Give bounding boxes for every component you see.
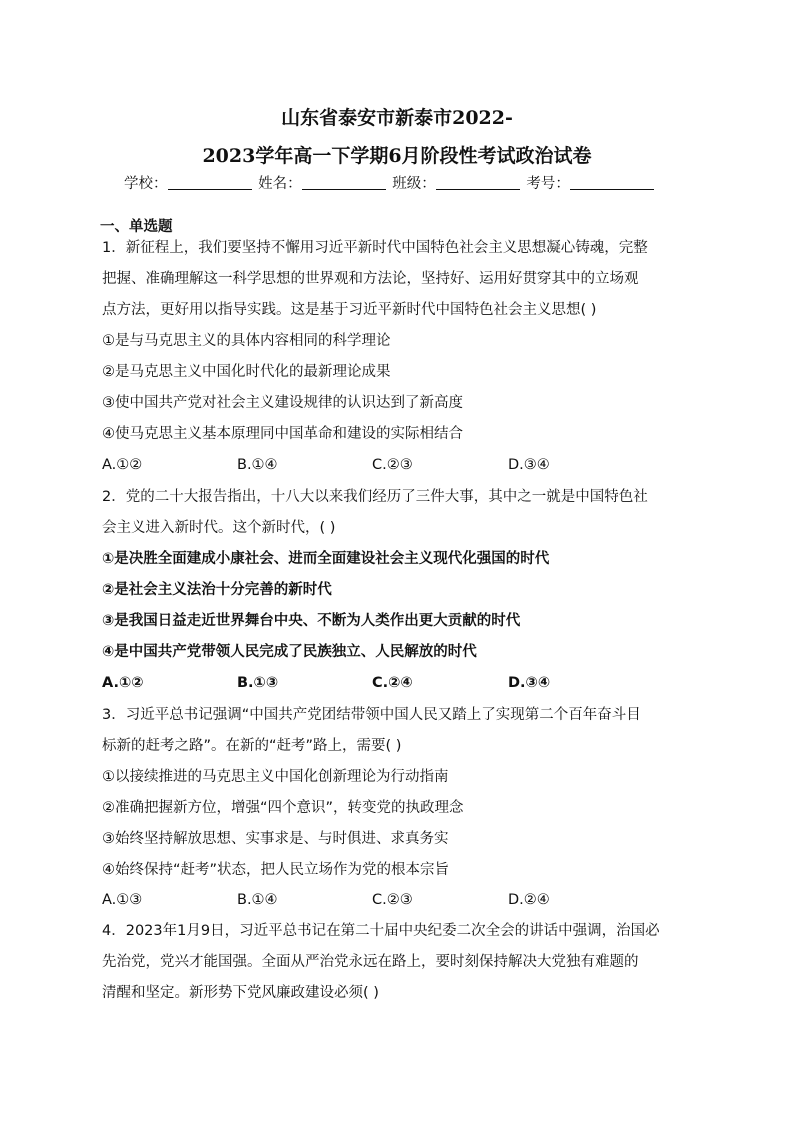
statement-item: ②是社会主义法治十分完善的新时代	[102, 582, 332, 598]
statement-item: ④使马克思主义基本原理同中国革命和建设的实际相结合	[102, 426, 463, 442]
question-3	[102, 700, 702, 886]
school-label: 学校：	[124, 176, 168, 192]
question-text-line: 清醒和坚定。新形势下党风廉政建设必须( )	[102, 985, 379, 1001]
question-text-line: 1．新征程上，我们要坚持不懈用习近平新时代中国特色社会主义思想凝心铸魂，完整	[102, 240, 648, 256]
option-b[interactable]: B.①④	[237, 457, 278, 473]
option-a[interactable]: A.①③	[102, 892, 143, 908]
statement-item: ④是中国共产党带领人民完成了民族独立、人民解放的时代	[102, 644, 477, 660]
option-d[interactable]: D.③④	[508, 675, 551, 691]
section-heading: 一、单选题	[100, 219, 173, 235]
option-d[interactable]: D.③④	[508, 457, 550, 473]
option-b[interactable]: B.①③	[237, 675, 279, 691]
option-a[interactable]: A.①②	[102, 457, 143, 473]
name-label: 姓名：	[258, 176, 302, 192]
statement-item: ①是决胜全面建成小康社会、进而全面建设社会主义现代化强国的时代	[102, 551, 550, 567]
option-d[interactable]: D.②④	[508, 892, 550, 908]
question-text-line: 3．习近平总书记强调“中国共产党团结带领中国人民又踏上了实现第二个百年奋斗目	[102, 707, 641, 723]
statement-item: ①是与马克思主义的具体内容相同的科学理论	[102, 333, 391, 349]
class-blank	[436, 175, 520, 190]
name-blank	[302, 175, 386, 190]
question-text-line: 点方法，更好用以指导实践。这是基于习近平新时代中国特色社会主义思想( )	[102, 302, 597, 318]
option-b[interactable]: B.①④	[237, 892, 278, 908]
question-text-line: 标新的赶考之路”。在新的“赶考”路上，需要( )	[102, 738, 402, 754]
exam-title-line2: 2023学年高一下学期6月阶段性考试政治试卷	[202, 145, 592, 167]
exam-no-label: 考号：	[526, 176, 570, 192]
statement-item: ①以接续推进的马克思主义中国化创新理论为行动指南	[102, 769, 449, 785]
exam-title-line1: 山东省泰安市新泰市2022-	[281, 107, 513, 129]
class-label: 班级：	[392, 176, 436, 192]
question-text-line: 4．2023年1月9日，习近平总书记在第二十届中央纪委二次全会的讲话中强调，治国必	[102, 923, 660, 939]
question-text-line: 会主义进入新时代。这个新时代，( )	[102, 520, 336, 536]
question-4	[102, 916, 702, 1009]
option-c[interactable]: C.②③	[372, 892, 413, 908]
student-info-row	[124, 172, 656, 193]
exam-no-blank	[570, 175, 654, 190]
question-1	[102, 233, 702, 450]
statement-item: ②准确把握新方位，增强“四个意识”，转变党的执政理念	[102, 800, 464, 816]
question-text-line: 先治党，党兴才能国强。全面从严治党永远在路上，要时刻保持解决大党独有难题的	[102, 954, 639, 970]
statement-item: ③使中国共产党对社会主义建设规律的认识达到了新高度	[102, 395, 463, 411]
statement-item: ②是马克思主义中国化时代化的最新理论成果	[102, 364, 391, 380]
option-c[interactable]: C.②③	[372, 457, 413, 473]
question-text-line: 2．党的二十大报告指出，十八大以来我们经历了三件大事，其中之一就是中国特色社	[102, 489, 648, 505]
statement-item: ③是我国日益走近世界舞台中央、不断为人类作出更大贡献的时代	[102, 613, 521, 629]
school-blank	[168, 175, 252, 190]
option-c[interactable]: C.②④	[372, 675, 413, 691]
statement-item: ④始终保持“赶考”状态，把人民立场作为党的根本宗旨	[102, 862, 450, 878]
option-a[interactable]: A.①②	[102, 675, 144, 691]
statement-item: ③始终坚持解放思想、实事求是、与时俱进、求真务实	[102, 831, 449, 847]
question-text-line: 把握、准确理解这一科学思想的世界观和方法论，坚持好、运用好贯穿其中的立场观	[102, 271, 639, 287]
question-2	[102, 482, 702, 668]
